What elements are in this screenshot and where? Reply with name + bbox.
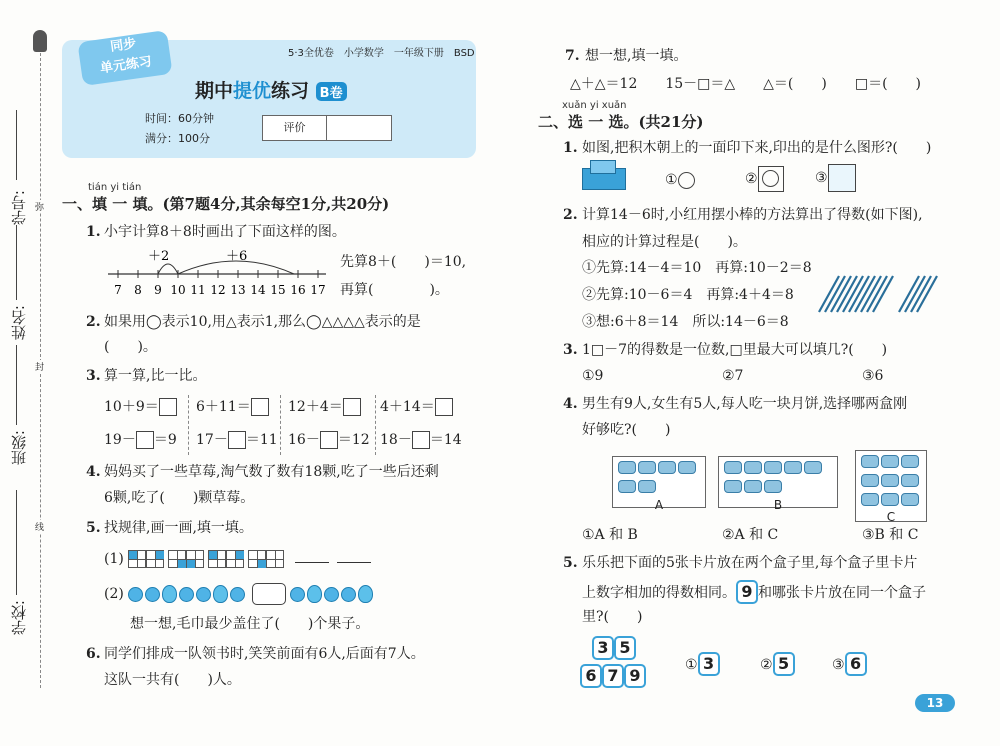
grid-pattern bbox=[248, 550, 266, 568]
q3-r1-c1: 10＋9＝ bbox=[104, 399, 159, 415]
r-q3-text: 1□－7的得数是一位数,□里最大可以填几?( ) bbox=[582, 342, 888, 358]
q5-pattern-1 bbox=[104, 549, 371, 569]
r-q1-text: 如图,把积木朝上的一面印下来,印出的是什么图形?( ) bbox=[582, 140, 932, 156]
r-q3-opt2[interactable]: ②7 bbox=[722, 368, 744, 384]
r-q5-text: 乐乐把下面的5张卡片放在两个盒子里,每个盒子里卡片 bbox=[582, 555, 918, 571]
time-text: 时间：60分钟 bbox=[145, 112, 214, 125]
id-line bbox=[16, 110, 17, 180]
number-line bbox=[104, 248, 330, 298]
mooncake-icon bbox=[678, 461, 696, 474]
q3-r2-b2: ＝11 bbox=[245, 432, 278, 448]
answer-box[interactable] bbox=[136, 431, 154, 449]
r-q3-opt1[interactable]: ①9 bbox=[582, 368, 604, 384]
mooncake-icon bbox=[638, 480, 656, 493]
school-label: 学校: bbox=[10, 600, 28, 636]
title-part-1: 期中 bbox=[195, 80, 234, 102]
r-q5-text3: 和哪张卡片放在同一个盒子 bbox=[758, 585, 926, 601]
tick-label: 15 bbox=[270, 283, 286, 297]
tick-label: 12 bbox=[210, 283, 226, 297]
number-card: 6 bbox=[845, 652, 867, 676]
mooncake-icon bbox=[658, 461, 676, 474]
answer-box[interactable] bbox=[343, 398, 361, 416]
tick-label: 16 bbox=[290, 283, 306, 297]
eval-label: 评价 bbox=[263, 116, 327, 140]
mooncake-icon bbox=[881, 455, 899, 468]
apple-icon bbox=[196, 587, 211, 602]
tick-label: 10 bbox=[170, 283, 186, 297]
grid-pattern bbox=[266, 550, 284, 568]
q3-r2-a4: 18－ bbox=[380, 432, 412, 448]
number-card: 9 bbox=[736, 580, 758, 604]
mooncake-icon bbox=[881, 493, 899, 506]
school-line bbox=[16, 490, 17, 595]
tick-label: 9 bbox=[154, 283, 162, 297]
apple-icon bbox=[128, 587, 143, 602]
q5-num: 5. bbox=[86, 520, 101, 536]
box-b-label: B bbox=[773, 498, 783, 512]
r-q2-opt1[interactable]: ①先算:14－4＝10 再算:10－2＝8 bbox=[582, 260, 812, 276]
q3-r2-b3: ＝12 bbox=[337, 432, 370, 448]
r-q5-text4: 里?( ) bbox=[582, 609, 643, 625]
apple-icon bbox=[341, 587, 356, 602]
number-card: 9 bbox=[624, 664, 646, 688]
page-number: 13 bbox=[915, 694, 955, 712]
blank-line[interactable] bbox=[295, 562, 329, 563]
opt3-label: ③ bbox=[815, 170, 828, 186]
opt1-label: ① bbox=[665, 172, 678, 188]
r-q5-line2 bbox=[582, 580, 926, 604]
mooncake-icon bbox=[744, 461, 762, 474]
mooncake-icon bbox=[784, 461, 802, 474]
q4-text2: 6颗,吃了( )颗草莓。 bbox=[104, 490, 255, 506]
q3-r2-b4: ＝14 bbox=[429, 432, 462, 448]
q2-blank: ( )。 bbox=[104, 339, 157, 355]
box-c-label: C bbox=[886, 510, 896, 524]
r-q2-num: 2. bbox=[563, 207, 578, 223]
q3-r1-c4: 4＋14＝ bbox=[380, 399, 435, 415]
opt2-label: ② bbox=[745, 171, 758, 187]
mooncake-icon bbox=[764, 480, 782, 493]
number-card: 3 bbox=[698, 652, 720, 676]
box-a-label: A bbox=[654, 498, 664, 512]
r-q5-opt2[interactable] bbox=[760, 652, 795, 676]
tick-label: 7 bbox=[114, 283, 122, 297]
grid-pattern bbox=[146, 550, 164, 568]
mooncake-icon bbox=[901, 474, 919, 487]
mooncake-icon bbox=[861, 493, 879, 506]
mooncake-box-a bbox=[612, 456, 706, 512]
opt2-label: ② bbox=[760, 657, 773, 673]
pear-icon bbox=[213, 585, 228, 603]
q3-r1-c2: 6＋11＝ bbox=[196, 399, 251, 415]
number-card: 3 bbox=[592, 636, 614, 660]
plus6-label: ＋6 bbox=[226, 249, 248, 264]
badge-line-1: 同步 bbox=[109, 36, 138, 55]
tick-label: 8 bbox=[134, 283, 142, 297]
q7-equation: △＋△＝12 15－□＝△ △＝( ) □＝( ) bbox=[570, 76, 921, 92]
q7-text: 想一想,填一填。 bbox=[585, 48, 688, 64]
opt1-label: ① bbox=[685, 657, 698, 673]
number-card: 6 bbox=[580, 664, 602, 688]
circle-icon bbox=[678, 172, 695, 189]
number-card: 7 bbox=[602, 664, 624, 688]
q3-r2-a3: 16－ bbox=[288, 432, 320, 448]
tick-label: 11 bbox=[190, 283, 206, 297]
series-text: 5·3全优卷 小学数学 一年级下册 BSD bbox=[288, 48, 475, 59]
class-line bbox=[16, 345, 17, 425]
r-q3-opt3[interactable]: ③6 bbox=[862, 368, 884, 384]
q1-num: 1. bbox=[86, 224, 101, 240]
grid-pattern bbox=[226, 550, 244, 568]
name-label: 姓名: bbox=[10, 305, 28, 341]
answer-box[interactable] bbox=[159, 398, 177, 416]
plus2-label: ＋2 bbox=[148, 249, 170, 264]
q3-num: 3. bbox=[86, 368, 101, 384]
apple-icon bbox=[145, 587, 160, 602]
cards-bottom-row bbox=[580, 664, 646, 688]
q2-num: 2. bbox=[86, 314, 101, 330]
r-q5-opt3[interactable] bbox=[832, 652, 867, 676]
mooncake-icon bbox=[618, 480, 636, 493]
opt3-label: ③ bbox=[832, 657, 845, 673]
badge-line-2: 单元练习 bbox=[99, 54, 153, 77]
q1-first: 先算8＋( )＝10, bbox=[340, 254, 467, 270]
r-q3-num: 3. bbox=[563, 342, 578, 358]
mooncake-icon bbox=[638, 461, 656, 474]
answer-box[interactable] bbox=[320, 431, 338, 449]
title-part-3: 练习 bbox=[271, 80, 310, 102]
q3-text: 算一算,比一比。 bbox=[104, 368, 207, 384]
q3-row1 bbox=[104, 397, 472, 417]
q4-num: 4. bbox=[86, 464, 101, 480]
r-q1-opt2[interactable] bbox=[745, 166, 784, 192]
r-q4-opt1[interactable]: ①A 和 B bbox=[582, 527, 638, 543]
mooncake-icon bbox=[861, 474, 879, 487]
mooncake-box-c bbox=[855, 450, 927, 522]
answer-box[interactable] bbox=[435, 398, 453, 416]
r-q4-num: 4. bbox=[563, 396, 578, 412]
r-q2-opt2[interactable]: ②先算:10－6＝4 再算:4＋4＝8 bbox=[582, 287, 794, 303]
q2-text: 如果用◯表示10,用△表示1,那么◯△△△△表示的是 bbox=[104, 314, 421, 330]
class-label: 班级: bbox=[10, 430, 28, 466]
r-q5-opt1[interactable] bbox=[685, 652, 720, 676]
q3-r2-a2: 17－ bbox=[196, 432, 228, 448]
r-q4-text2: 好够吃?( ) bbox=[582, 422, 671, 438]
sticks-icon bbox=[815, 270, 945, 316]
seal-char-2: 封 bbox=[35, 360, 44, 373]
r-q2-text2: 相应的计算过程是( )。 bbox=[582, 234, 747, 250]
page-title bbox=[195, 76, 347, 103]
mooncake-icon bbox=[724, 461, 742, 474]
tick-label: 14 bbox=[250, 283, 266, 297]
q6-text: 同学们排成一队领书时,笑笑前面有6人,后面有7人。 bbox=[104, 646, 425, 662]
blank-line[interactable] bbox=[337, 562, 371, 563]
eval-field[interactable] bbox=[327, 116, 391, 140]
q3-r1-c3: 12＋4＝ bbox=[288, 399, 343, 415]
mooncake-icon bbox=[901, 455, 919, 468]
r-q1-opt1[interactable] bbox=[665, 170, 695, 190]
q4-text: 妈妈买了一些草莓,淘气数了数有18颗,吃了一些后还剩 bbox=[104, 464, 439, 480]
mooncake-icon bbox=[861, 455, 879, 468]
answer-box[interactable] bbox=[412, 431, 430, 449]
mooncake-icon bbox=[618, 461, 636, 474]
square-circle-icon bbox=[758, 166, 784, 192]
number-card: 5 bbox=[773, 652, 795, 676]
apple-icon bbox=[290, 587, 305, 602]
answer-box[interactable] bbox=[228, 431, 246, 449]
number-card: 5 bbox=[614, 636, 636, 660]
grid-pattern bbox=[186, 550, 204, 568]
tick-label: 17 bbox=[310, 283, 326, 297]
seal-char-1: 弥 bbox=[35, 200, 44, 213]
r-q2-text: 计算14－6时,小红用摆小棒的方法算出了得数(如下图), bbox=[582, 207, 923, 223]
score-text: 满分：100分 bbox=[145, 132, 210, 145]
pear-icon bbox=[162, 585, 177, 603]
mooncake-icon bbox=[764, 461, 782, 474]
rocket-icon bbox=[33, 30, 47, 52]
section1-pinyin: tián yi tián bbox=[88, 182, 142, 193]
title-part-2: 提优 bbox=[233, 80, 272, 102]
title-tag: B卷 bbox=[316, 82, 347, 101]
q3-row2 bbox=[104, 430, 472, 450]
grid-pattern bbox=[128, 550, 146, 568]
section1-title: 一、填 一 填。(第7题4分,其余每空1分,共20分) bbox=[62, 195, 390, 213]
apple-icon bbox=[324, 587, 339, 602]
towel-icon bbox=[252, 583, 286, 605]
q5-text: 找规律,画一画,填一填。 bbox=[104, 520, 253, 536]
q3-r2-a1: 19－ bbox=[104, 432, 136, 448]
mooncake-box-b bbox=[718, 456, 838, 512]
q7-num: 7. bbox=[565, 48, 580, 64]
eval-box bbox=[262, 115, 392, 141]
q1-text: 小宇计算8＋8时画出了下面这样的图。 bbox=[104, 224, 346, 240]
id-label: 学号: bbox=[10, 190, 28, 226]
q3-r2-b1: ＝9 bbox=[153, 432, 177, 448]
section2-pinyin: xuǎn yi xuǎn bbox=[562, 100, 627, 111]
name-line bbox=[16, 225, 17, 300]
r-q5-text2: 上数字相加的得数相同。 bbox=[582, 585, 736, 601]
cards-top-row bbox=[592, 636, 636, 660]
grid-pattern bbox=[168, 550, 186, 568]
q5-p2-label: (2) bbox=[104, 586, 124, 602]
q5-pattern-2 bbox=[104, 583, 375, 605]
grid-pattern bbox=[208, 550, 226, 568]
square-icon bbox=[828, 164, 856, 192]
section2-title: 二、选 一 选。(共21分) bbox=[538, 113, 704, 131]
tick-label: 13 bbox=[230, 283, 246, 297]
apple-icon bbox=[179, 587, 194, 602]
answer-box[interactable] bbox=[251, 398, 269, 416]
block-top-icon bbox=[590, 160, 616, 174]
r-q5-num: 5. bbox=[563, 555, 578, 571]
pear-icon bbox=[358, 585, 373, 603]
q6-num: 6. bbox=[86, 646, 101, 662]
mooncake-icon bbox=[744, 480, 762, 493]
q6-text2: 这队一共有( )人。 bbox=[104, 672, 241, 688]
pear-icon bbox=[307, 585, 322, 603]
mooncake-icon bbox=[724, 480, 742, 493]
r-q1-num: 1. bbox=[563, 140, 578, 156]
mooncake-icon bbox=[901, 493, 919, 506]
mooncake-icon bbox=[881, 474, 899, 487]
q5-ask: 想一想,毛巾最少盖住了( )个果子。 bbox=[130, 616, 370, 632]
r-q2-opt3[interactable]: ③想:6＋8＝14 所以:14－6＝8 bbox=[582, 314, 789, 330]
q1-then: 再算( )。 bbox=[340, 282, 449, 298]
r-q4-opt2[interactable]: ②A 和 C bbox=[722, 527, 779, 543]
r-q1-opt3[interactable] bbox=[815, 164, 856, 192]
seal-char-3: 线 bbox=[35, 520, 44, 533]
r-q4-text: 男生有9人,女生有5人,每人吃一块月饼,选择哪两盒刚 bbox=[582, 396, 908, 412]
jump-arc-1 bbox=[158, 264, 178, 274]
apple-icon bbox=[230, 587, 245, 602]
q5-p1-label: (1) bbox=[104, 551, 124, 567]
r-q4-opt3[interactable]: ③B 和 C bbox=[862, 527, 919, 543]
mooncake-icon bbox=[804, 461, 822, 474]
